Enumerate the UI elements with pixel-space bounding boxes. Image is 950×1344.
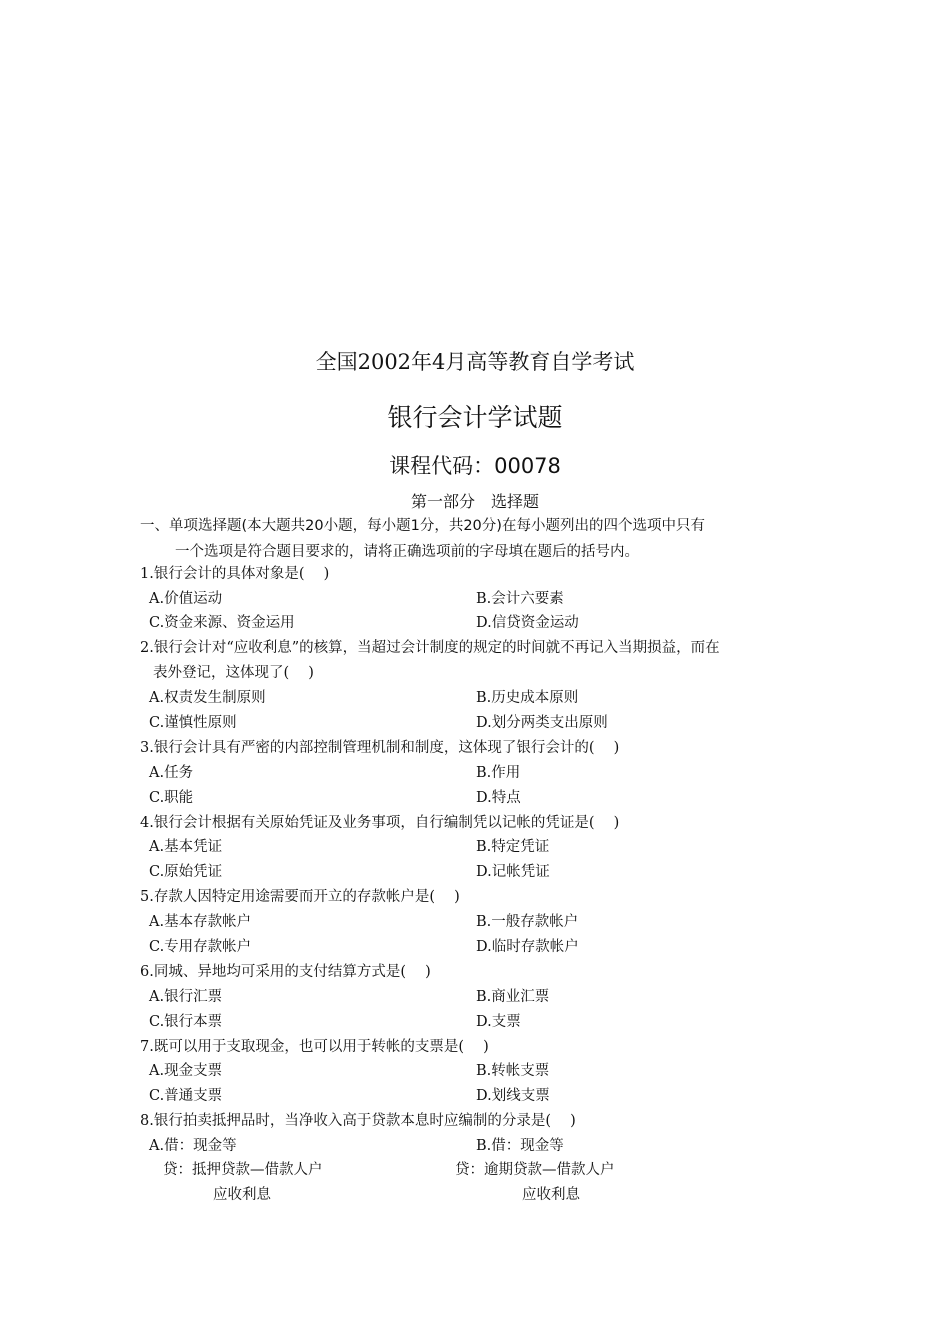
option-a: A.权责发生制原则 xyxy=(149,690,266,706)
option-c: C.普通支票 xyxy=(149,1088,223,1104)
option-c: C.原始凭证 xyxy=(149,864,223,880)
option-d: D.信贷资金运动 xyxy=(476,615,579,631)
option-a: A.现金支票 xyxy=(149,1063,223,1079)
option-b: B.一般存款帐户 xyxy=(476,914,579,930)
option-b: B.借：现金等 xyxy=(476,1138,564,1154)
option-c: C.谨慎性原则 xyxy=(149,715,237,731)
paper-title: 银行会计学试题 xyxy=(387,403,563,432)
question-2-cont: 表外登记，这体现了( ) xyxy=(153,665,314,681)
option-c: C.资金来源、资金运用 xyxy=(149,615,295,631)
option-b: B.转帐支票 xyxy=(476,1063,550,1079)
option-a: A.借：现金等 xyxy=(149,1138,237,1154)
question-3: 3.银行会计具有严密的内部控制管理机制和制度，这体现了银行会计的( ) xyxy=(140,740,620,756)
question-6: 6.同城、异地均可采用的支付结算方式是( ) xyxy=(140,964,431,980)
question-7: 7.既可以用于支取现金，也可以用于转帐的支票是( ) xyxy=(140,1039,489,1055)
course-code: 课程代码：00078 xyxy=(389,454,561,478)
option-b: B.会计六要素 xyxy=(476,591,564,607)
exam-title: 全国2002年4月高等教育自学考试 xyxy=(315,350,635,374)
option-b: B.特定凭证 xyxy=(476,839,550,855)
option-a: A.价值运动 xyxy=(149,591,223,607)
option-d: D.特点 xyxy=(476,790,521,806)
option-c: C.职能 xyxy=(149,790,194,806)
option-d: D.临时存款帐户 xyxy=(476,939,579,955)
question-2: 2.银行会计对“应收利息”的核算，当超过会计制度的规定的时间就不再记入当期损益，而在 xyxy=(140,640,720,656)
option-a: A.基本存款帐户 xyxy=(149,914,252,930)
option-b: B.作用 xyxy=(476,765,521,781)
section-instructions: 一、单项选择题(本大题共20小题，每小题1分，共20分)在每小题列出的四个选项中只有 xyxy=(140,518,705,534)
option-d: D.划线支票 xyxy=(476,1088,550,1104)
question-5: 5.存款人因特定用途需要而开立的存款帐户是( ) xyxy=(140,889,460,905)
option-b-credit-line: 贷：逾期贷款—借款人户 xyxy=(455,1162,615,1178)
option-a: A.基本凭证 xyxy=(149,839,223,855)
question-1: 1.银行会计的具体对象是( ) xyxy=(140,566,330,582)
option-d: D.划分两类支出原则 xyxy=(476,715,608,731)
option-d: D.支票 xyxy=(476,1014,521,1030)
option-b-interest-line: 应收利息 xyxy=(522,1187,580,1203)
option-c: C.银行本票 xyxy=(149,1014,223,1030)
option-a: A.银行汇票 xyxy=(149,989,223,1005)
option-b: B.历史成本原则 xyxy=(476,690,579,706)
option-d: D.记帐凭证 xyxy=(476,864,550,880)
question-4: 4.银行会计根据有关原始凭证及业务事项，自行编制凭以记帐的凭证是( ) xyxy=(140,815,620,831)
option-a-credit-line: 贷：抵押贷款—借款人户 xyxy=(163,1162,323,1178)
option-c: C.专用存款帐户 xyxy=(149,939,252,955)
question-8: 8.银行拍卖抵押品时，当净收入高于贷款本息时应编制的分录是( ) xyxy=(140,1113,576,1129)
part-title: 第一部分 选择题 xyxy=(410,492,539,511)
option-b: B.商业汇票 xyxy=(476,989,550,1005)
section-instructions-cont: 一个选项是符合题目要求的，请将正确选项前的字母填在题后的括号内。 xyxy=(175,544,639,560)
option-a: A.任务 xyxy=(149,765,194,781)
option-a-interest-line: 应收利息 xyxy=(213,1187,271,1203)
